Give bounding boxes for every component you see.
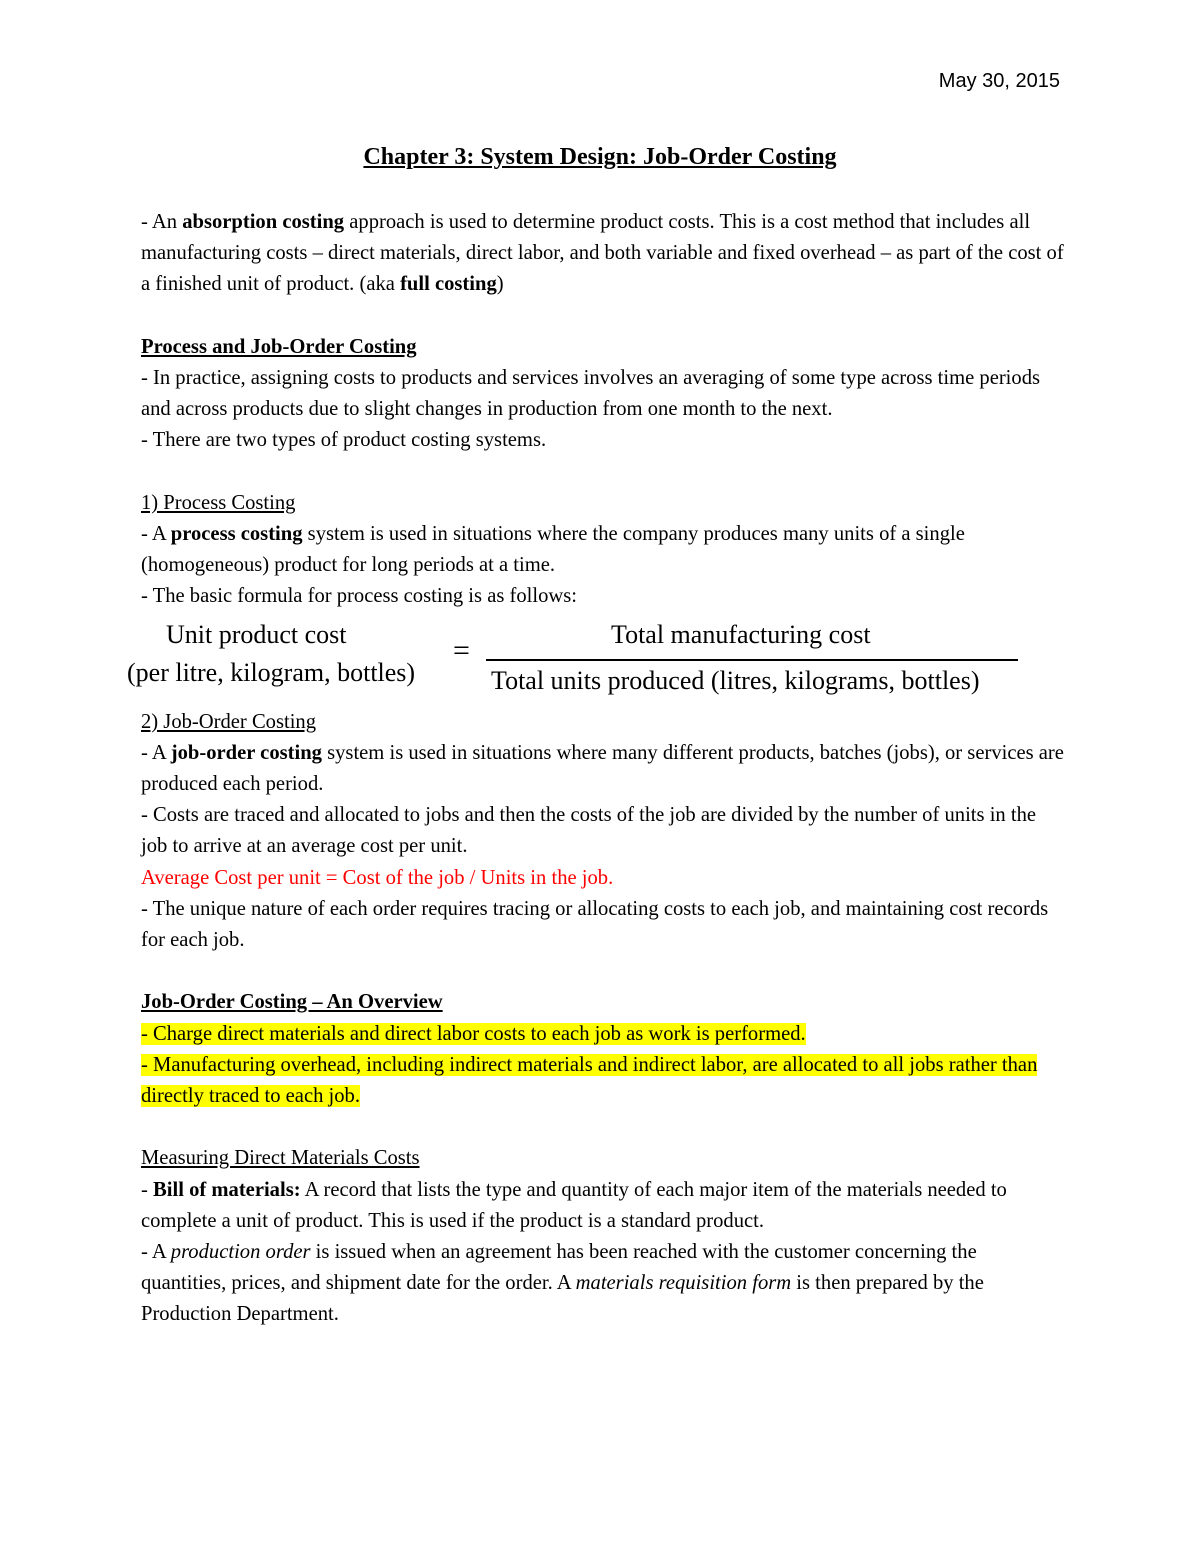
- section-heading-process-job-order: Process and Job-Order Costing: [141, 335, 417, 358]
- formula-lhs-line1: Unit product cost: [166, 619, 347, 649]
- paragraph-process-costing: - A process costing system is used in situations where the company produces many units of a single (homogeneous) product for long periods at a time.: [141, 523, 965, 577]
- formula-numerator: Total manufacturing cost: [611, 619, 871, 649]
- subheading-direct-materials: Measuring Direct Materials Costs: [141, 1147, 420, 1170]
- formula-fraction-bar: [486, 659, 1018, 661]
- section-heading-overview: Job-Order Costing – An Overview: [141, 991, 443, 1014]
- process-costing-formula: [121, 613, 1031, 707]
- paragraph-bill-of-materials: - Bill of materials: A record that lists the type and quantity of each major item of the materials needed to complete a unit of product. This is used if the product is a standard product.: [141, 1178, 1007, 1232]
- formula-equals-sign: =: [453, 633, 470, 667]
- intro-paragraph: - An absorption costing approach is used to determine product costs. This is a cost method that includes all manufacturing costs – direct materials, direct labor, and both variable and fixed overhead – as part of the cost of a finished unit of product. (aka full costing): [141, 211, 1064, 296]
- highlighted-paragraph-overhead: - Manufacturing overhead, including indirect materials and indirect labor, are allocated to all jobs rather than directly traced to each job.: [141, 1053, 1038, 1108]
- chapter-title: Chapter 3: System Design: Job-Order Costing: [363, 144, 837, 170]
- paragraph-costs-traced: - Costs are traced and allocated to jobs and then the costs of the job are divided by the number of units in the job to arrive at an average cost per unit.: [141, 804, 1037, 858]
- formula-lhs-line2: (per litre, kilogram, bottles): [127, 657, 416, 687]
- paragraph-basic-formula: - The basic formula for process costing is as follows:: [141, 585, 577, 608]
- highlighted-paragraph-charge: - Charge direct materials and direct labor costs to each job as work is performed.: [141, 1022, 806, 1045]
- document-date: May 30, 2015: [938, 70, 1060, 92]
- paragraph-averaging: - In practice, assigning costs to products and services involves an averaging of some type across time periods and across products due to slight changes in production from one month to the next.: [141, 367, 1041, 421]
- average-cost-formula: Average Cost per unit = Cost of the job / Units in the job.: [141, 866, 614, 889]
- document-body: [127, 207, 1066, 1331]
- subheading-job-order-costing: 2) Job-Order Costing: [141, 710, 317, 733]
- subheading-process-costing: 1) Process Costing: [141, 491, 296, 514]
- paragraph-unique-nature: - The unique nature of each order requires tracing or allocating costs to each job, and maintaining cost records for each job.: [141, 897, 1049, 952]
- paragraph-two-types: - There are two types of product costing systems.: [141, 429, 547, 452]
- formula-denominator: Total units produced (litres, kilograms, bottles): [491, 665, 980, 695]
- paragraph-production-order: - A production order is issued when an agreement has been reached with the customer concerning the quantities, prices, and shipment date for the order. A materials requisition form is then prepared by the Production Department.: [141, 1241, 984, 1326]
- paragraph-job-order-costing: - A job-order costing system is used in situations where many different products, batches (jobs), or services are produced each period.: [141, 741, 1064, 796]
